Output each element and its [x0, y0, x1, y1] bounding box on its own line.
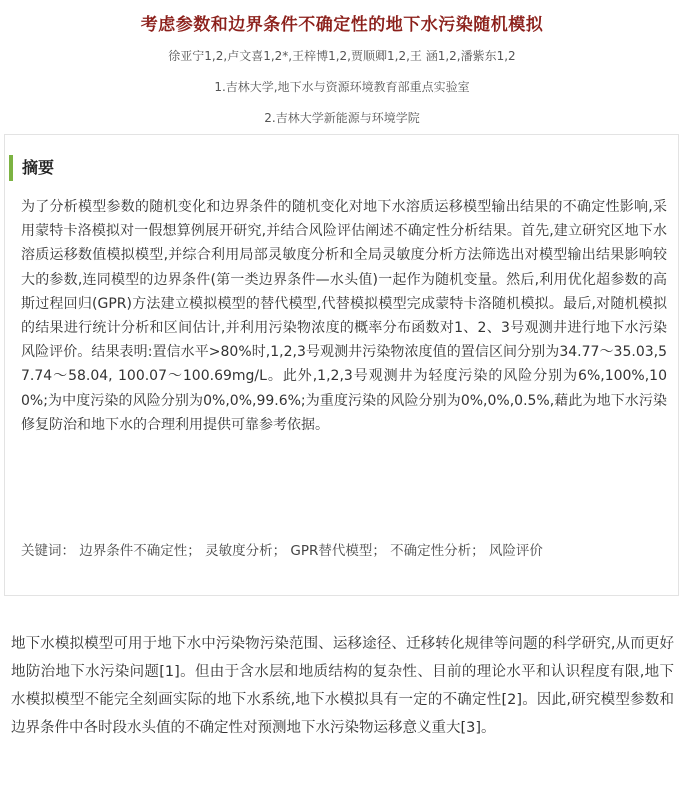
affiliation-2: 2.吉林大学新能源与环境学院: [264, 111, 420, 125]
keywords-line[interactable]: 关键词： 边界条件不确定性； 灵敏度分析； GPR替代模型； 不确定性分析； 风险评价: [21, 543, 543, 559]
article-title: 考虑参数和边界条件不确定性的地下水污染随机模拟: [140, 15, 544, 35]
abstract-heading: 摘要: [9, 155, 54, 181]
abstract-text: 为了分析模型参数的随机变化和边界条件的随机变化对地下水溶质运移模型输出结果的不确定性影响,采用蒙特卡洛模拟对一假想算例展开研究,并结合风险评估阐述不确定性分析结果。首先,建立研究区地下水溶质运移数值模拟模型,并综合利用局部灵敏度分析和全局灵敏度分析方法筛选出对模型输出结果影响较大的参数,连同模型的边界条件(第一类边界条件—水头值)一起作为随机变量。然后,利用优化超参数的高斯过程回归(GPR)方法建立模拟模型的替代模型,代替模拟模型完成蒙特卡洛随机模拟。最后,对随机模拟的结果进行统计分析和区间估计,并利用污染物浓度的概率分布函数对1、2、3号观测井进行地下水污染风险评价。结果表明:置信水平>80%时,1,2,3号观测井污染物浓度值的置信区间分别为34.77～35.03,57.74～58.04, 100.07～100.69mg/L。此外,1,2,3号观测井为轻度污染的风险分别为6%,100%,100%;为中度污染的风险分别为0%,0%,99.6%;为重度污染的风险分别为0%,0%,0.5%,藉此为地下水污染修复防治和地下水的合理利用提供可靠参考依据。: [21, 199, 667, 433]
body-paragraph: 地下水模拟模型可用于地下水中污染物污染范围、运移途径、迁移转化规律等问题的科学研究,从而更好地防治地下水污染问题[1]。但由于含水层和地质结构的复杂性、目前的理论水平和认识程度有限,地下水模拟模型不能完全刻画实际的地下水系统,地下水模拟具有一定的不确定性[2]。因此,研究模型参数和边界条件中各时段水头值的不确定性对预测地下水污染物运移意义重大[3]。: [11, 636, 674, 736]
author-list[interactable]: 徐亚宁1,2,卢文喜1,2*,王梓博1,2,贾顺卿1,2,王 涵1,2,潘紫东1,2: [168, 49, 516, 63]
abstract-panel: [4, 134, 679, 596]
affiliation-1: 1.吉林大学,地下水与资源环境教育部重点实验室: [214, 80, 470, 94]
